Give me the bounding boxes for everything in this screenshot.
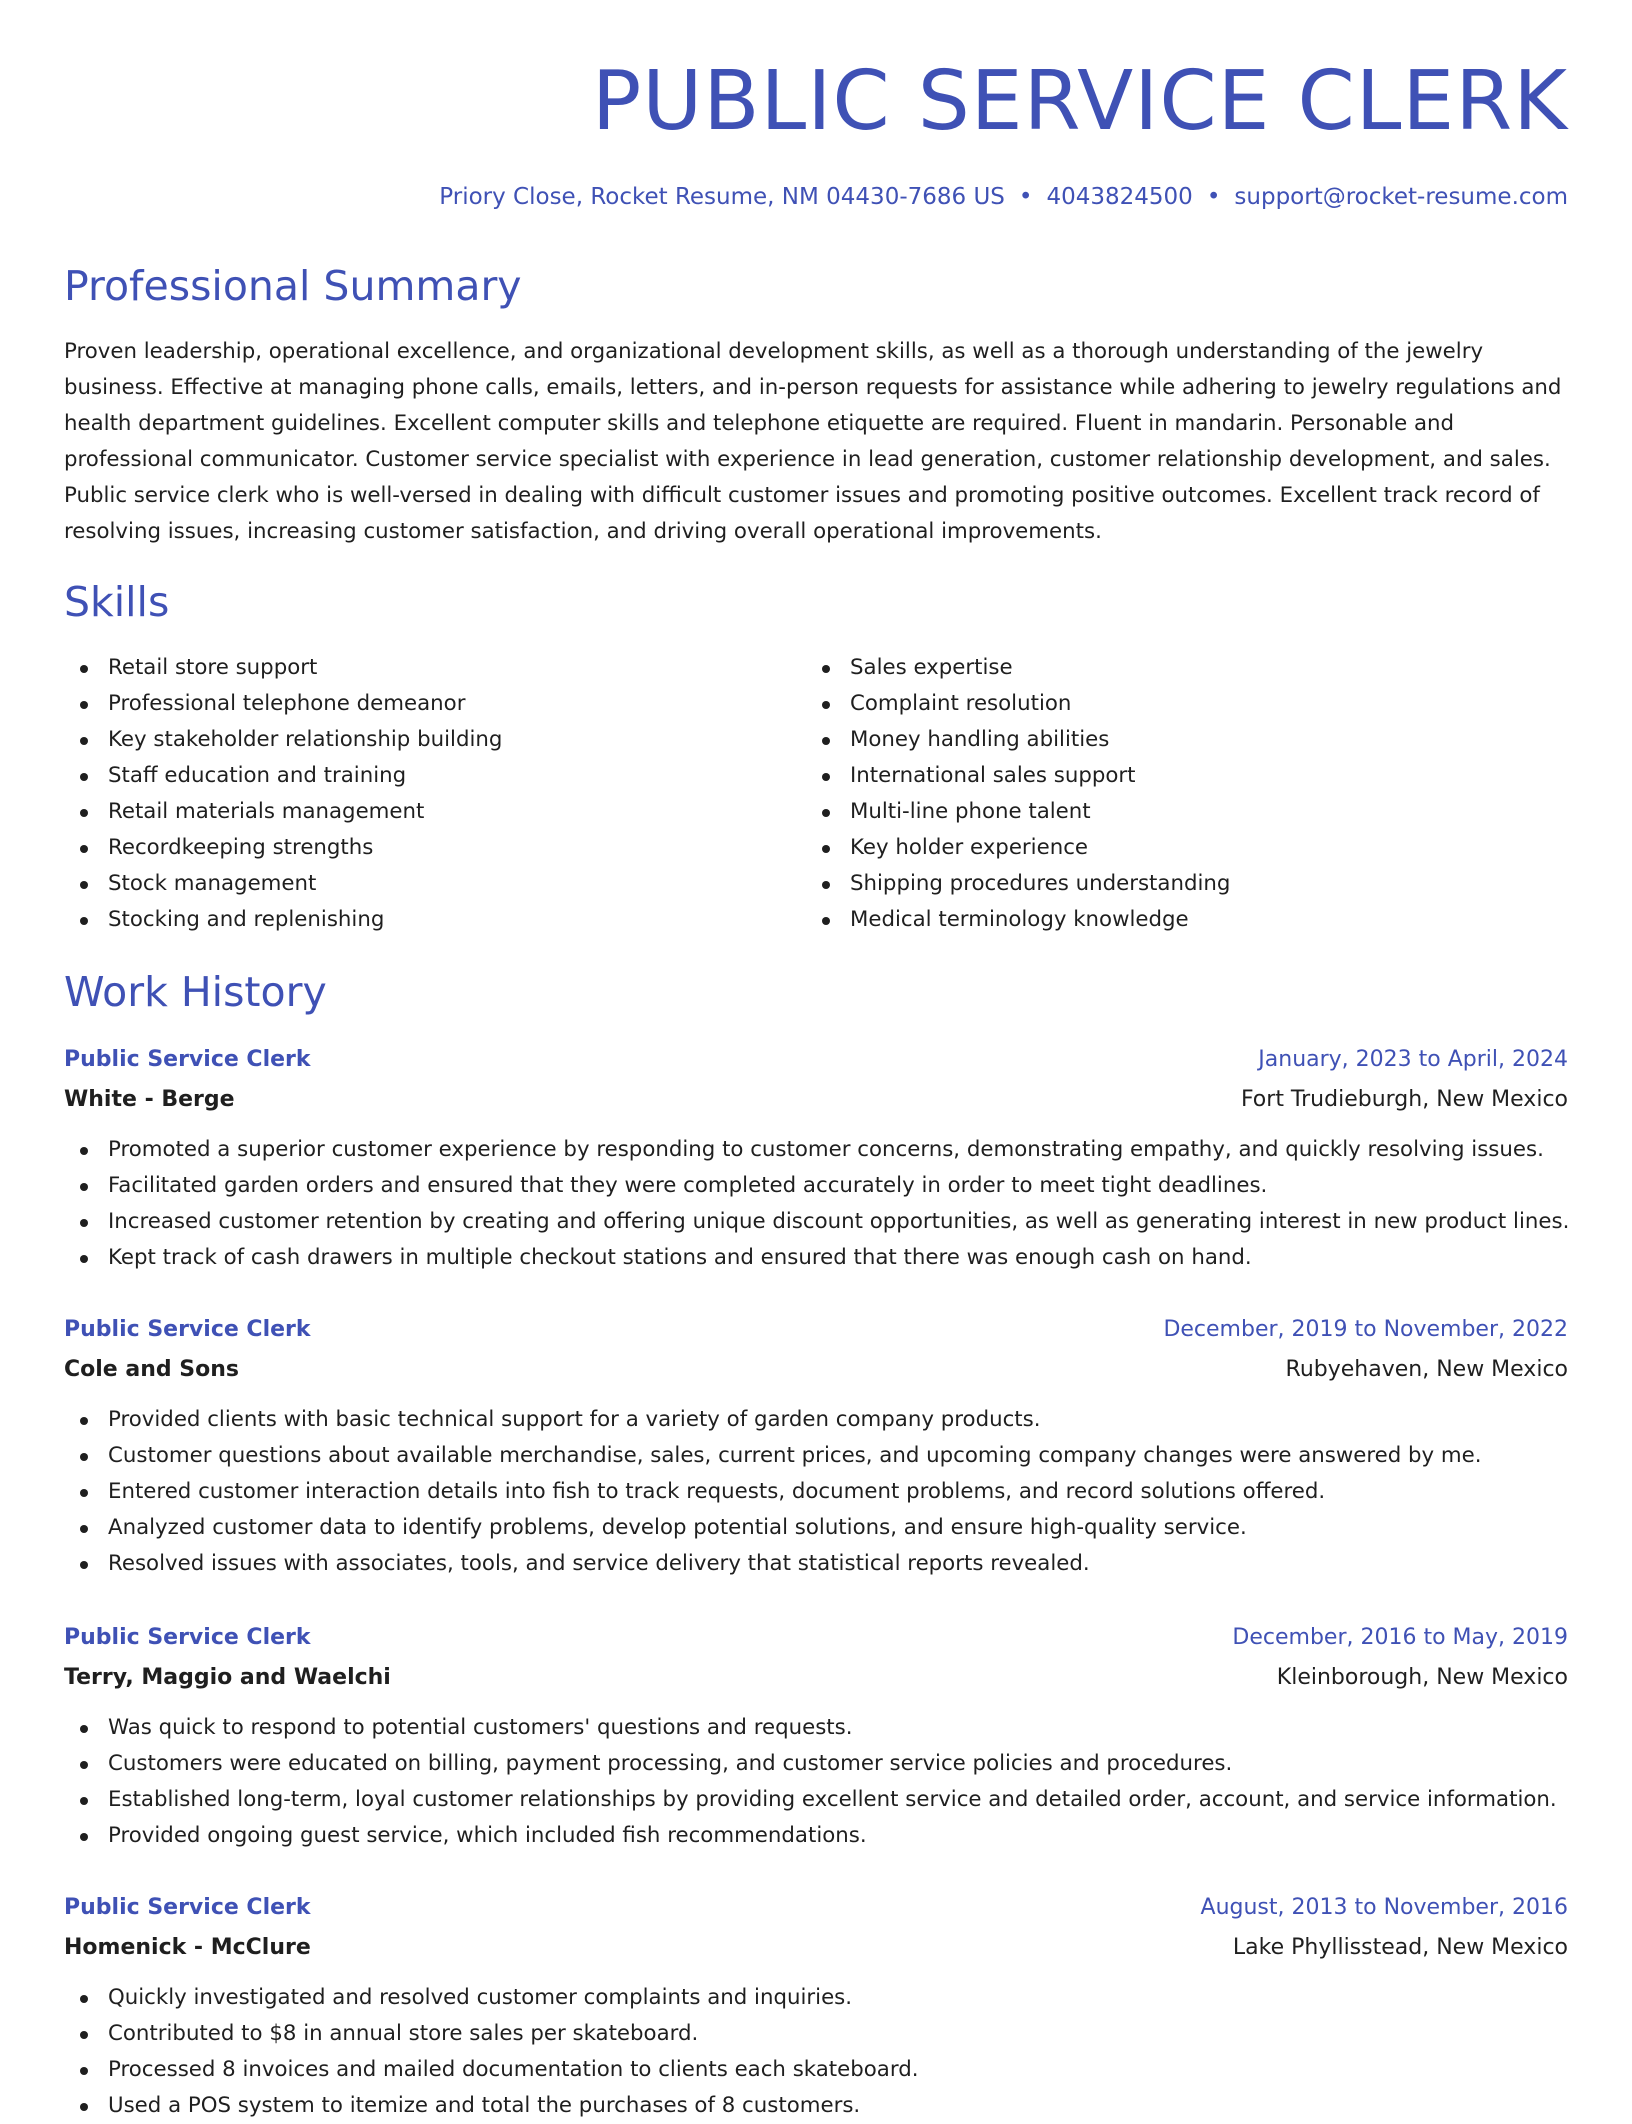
skill-item: Sales expertise [806,650,1506,686]
resume-name: PUBLIC SERVICE CLERK [591,54,1568,149]
job-bullet: Customers were educated on billing, payment processing, and customer service policies and procedures. [64,1746,1568,1782]
job-company: Cole and Sons [64,1357,240,1382]
job-bullet: Kept track of cash drawers in multiple checkout stations and ensured that there was enough cash on hand. [64,1240,1568,1276]
job-title-row [64,1618,1568,1658]
job-bullet: Facilitated garden orders and ensured that they were completed accurately in order to meet tight deadlines. [64,1168,1568,1204]
contact-line [439,180,1568,214]
job-bullet: Customer questions about available merchandise, sales, current prices, and upcoming company changes were answered by me. [64,1438,1568,1474]
skill-item: Key holder experience [806,830,1506,866]
contact-address: Priory Close, Rocket Resume, NM 04430-7686 US [439,184,1005,210]
job-company-row [64,1658,1568,1698]
job-bullet: Established long-term, loyal customer relationships by providing excellent service and detailed order, account, and service information. [64,1782,1568,1818]
skills-list-left [64,650,764,938]
job-bullet: Contributed to $8 in annual store sales per skateboard. [64,2016,1568,2052]
job-company: Terry, Maggio and Waelchi [64,1665,391,1690]
job-company: White - Berge [64,1087,235,1112]
skill-item: Recordkeeping strengths [64,830,764,866]
job-bullet: Provided ongoing guest service, which included fish recommendations. [64,1818,1568,1854]
job-entry [64,1310,1568,1582]
job-dates: January, 2023 to April, 2024 [1258,1047,1568,1072]
summary-heading: Professional Summary [64,262,522,310]
job-company-row [64,1928,1568,1968]
skill-item: Stock management [64,866,764,902]
job-bullet: Analyzed customer data to identify problems, develop potential solutions, and ensure high-quality service. [64,1510,1568,1546]
job-bullet: Was quick to respond to potential customers' questions and requests. [64,1710,1568,1746]
job-bullets [64,1710,1568,1854]
job-company-row [64,1080,1568,1120]
job-location: Lake Phyllisstead, New Mexico [1232,1935,1568,1960]
job-bullet: Provided clients with basic technical support for a variety of garden company products. [64,1402,1568,1438]
job-bullets [64,1402,1568,1582]
job-title-row [64,1310,1568,1350]
skill-item: Retail store support [64,650,764,686]
job-location: Rubyehaven, New Mexico [1285,1357,1568,1382]
contact-separator: • [1018,184,1033,210]
skill-item: Shipping procedures understanding [806,866,1506,902]
skill-item: Money handling abilities [806,722,1506,758]
job-title-row [64,1888,1568,1928]
job-bullet: Processed 8 invoices and mailed documentation to clients each skateboard. [64,2052,1568,2088]
skill-item: Stocking and replenishing [64,902,764,938]
contact-email[interactable]: support@rocket-resume.com [1234,184,1568,210]
skills-heading: Skills [64,578,170,626]
skill-item: Professional telephone demeanor [64,686,764,722]
skill-item: Multi-line phone talent [806,794,1506,830]
job-entry [64,1888,1568,2124]
work-history-heading: Work History [64,968,327,1016]
job-location: Kleinborough, New Mexico [1276,1665,1568,1690]
job-dates: December, 2016 to May, 2019 [1232,1625,1568,1650]
job-bullet: Increased customer retention by creating and offering unique discount opportunities, as well as generating interest in new product lines. [64,1204,1568,1240]
job-bullets [64,1980,1568,2124]
job-title: Public Service Clerk [64,1895,311,1920]
job-dates: December, 2019 to November, 2022 [1163,1317,1568,1342]
skill-item: Medical terminology knowledge [806,902,1506,938]
job-bullet: Entered customer interaction details into fish to track requests, document problems, and record solutions offered. [64,1474,1568,1510]
contact-phone[interactable]: 4043824500 [1046,184,1193,210]
skill-item: Key stakeholder relationship building [64,722,764,758]
skills-list-right [806,650,1506,938]
skill-item: International sales support [806,758,1506,794]
job-dates: August, 2013 to November, 2016 [1200,1895,1568,1920]
job-bullet: Resolved issues with associates, tools, and service delivery that statistical reports revealed. [64,1546,1568,1582]
job-bullet: Promoted a superior customer experience by responding to customer concerns, demonstrating empathy, and quickly resolving issues. [64,1132,1568,1168]
job-title: Public Service Clerk [64,1047,311,1072]
job-location: Fort Trudieburgh, New Mexico [1240,1087,1568,1112]
job-bullet: Used a POS system to itemize and total the purchases of 8 customers. [64,2088,1568,2124]
skill-item: Complaint resolution [806,686,1506,722]
job-company: Homenick - McClure [64,1935,311,1960]
job-title: Public Service Clerk [64,1625,311,1650]
job-entry [64,1618,1568,1854]
job-bullet: Quickly investigated and resolved customer complaints and inquiries. [64,1980,1568,2016]
job-bullets [64,1132,1568,1276]
summary-text: Proven leadership, operational excellence, and organizational development skills, as well as a thorough understanding of the jewelry business. Effective at managing phone calls, emails, letters, and in-person requests for assistance while adhering to jewelry regulations and health department guidelines. Excellent computer skills and telephone etiquette are required. Fluent in mandarin. Personable and professional communicator. Customer service specialist with experience in lead generation, customer relationship development, and sales. Public service clerk who is well-versed in dealing with difficult customer issues and promoting positive outcomes. Excellent track record of resolving issues, increasing customer satisfaction, and driving overall operational improvements. [64,339,1562,544]
job-title-row [64,1040,1568,1080]
skill-item: Staff education and training [64,758,764,794]
contact-separator: • [1206,184,1221,210]
job-title: Public Service Clerk [64,1317,311,1342]
skill-item: Retail materials management [64,794,764,830]
job-company-row [64,1350,1568,1390]
job-entry [64,1040,1568,1276]
